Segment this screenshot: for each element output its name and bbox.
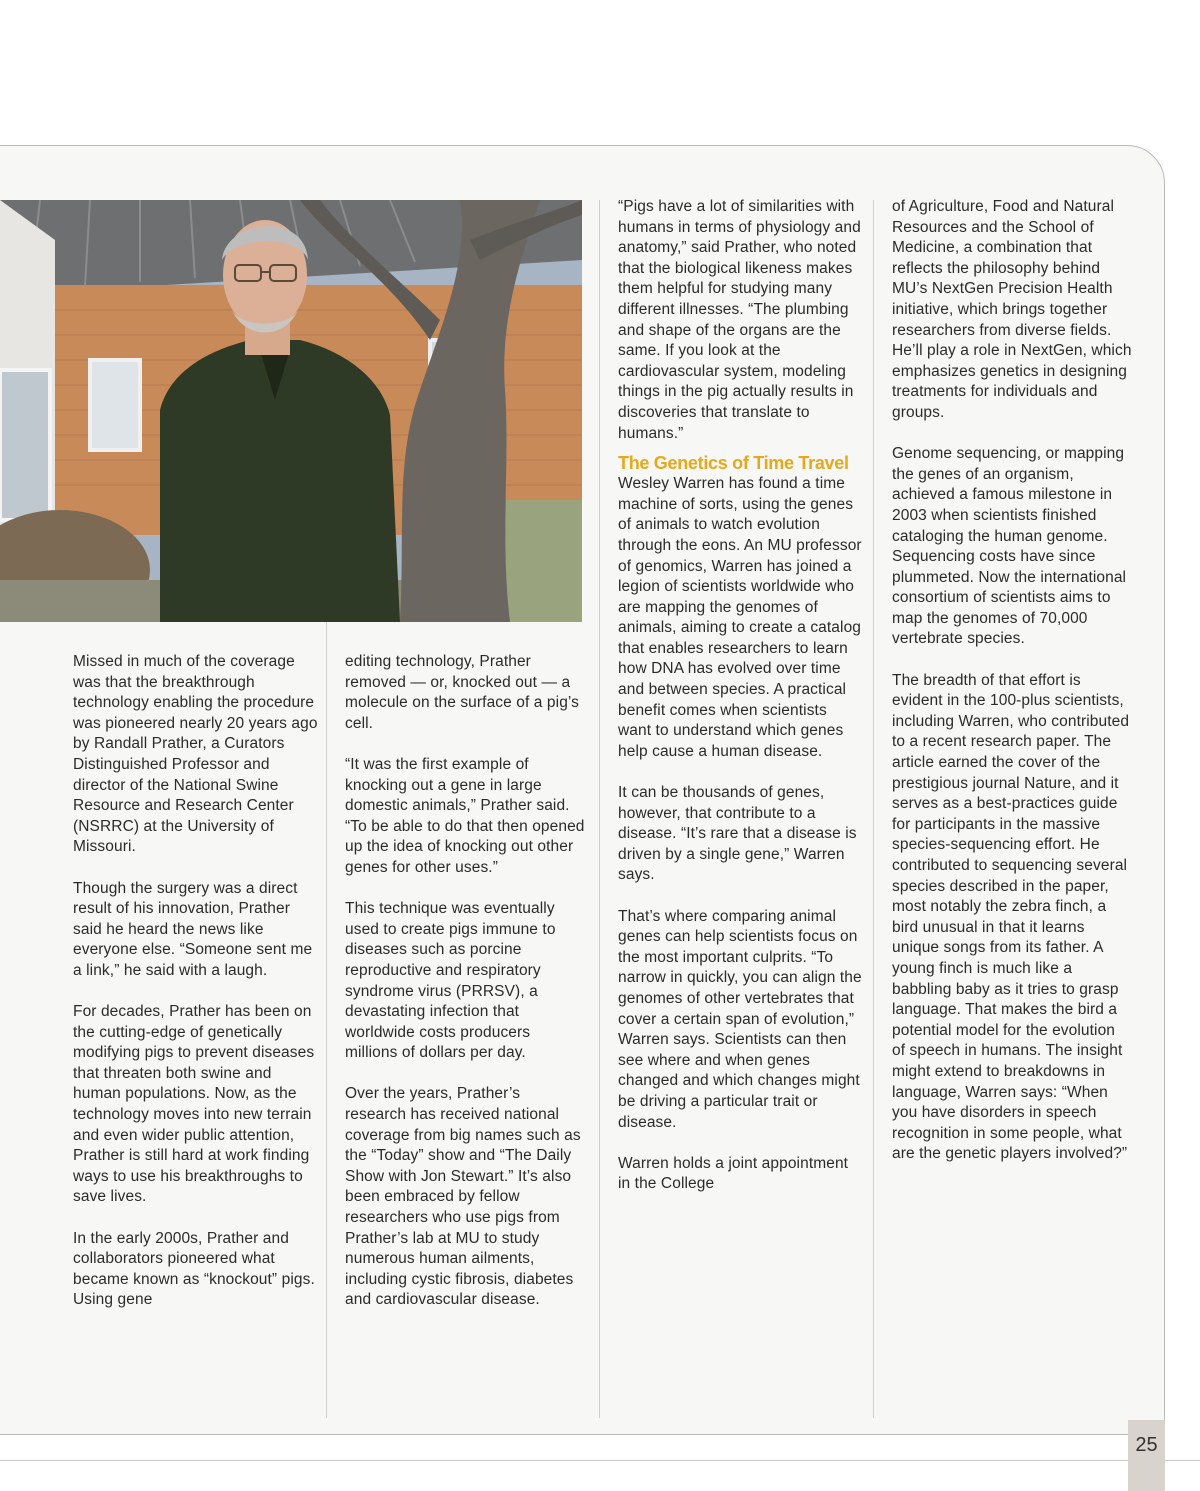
paragraph: In the early 2000s, Prather and collaborators pioneered what became known as “knockout” pigs. Using gene	[73, 1229, 315, 1309]
column-3	[618, 197, 863, 1216]
paragraph: Genome sequencing, or mapping the genes of an organism, achieved a famous milestone in 2003 when scientists finished cataloging the human genome. Sequencing costs have since plummeted. Now the international consortium of scientists aims to map the genomes of 70,000 vertebrate species.	[892, 445, 1127, 648]
paragraph: “It was the first example of knocking out a gene in large domestic animals,” Prather said. “To be able to do that then opened up the idea of knocking out other genes for other uses.”	[345, 755, 585, 876]
paragraph: of Agriculture, Food and Natural Resources and the School of Medicine, a combination that reflects the philosophy behind MU’s NextGen Precision Health initiative, which brings together researchers from diverse fields. He’ll play a role in NextGen, which emphasizes genetics in designing treatments for individuals and groups.	[892, 198, 1132, 421]
paragraph: Missed in much of the coverage was that the breakthrough technology enabling the procedure was pioneered nearly 20 years ago by Randall Prather, a Curators Distinguished Professor and director of the National Swine Resource and Research Center (NSRRC) at the University of Missouri.	[73, 653, 318, 856]
portrait-photo	[0, 200, 582, 622]
paragraph: This technique was eventually used to create pigs immune to diseases such as porcine reproductive and respiratory syndrome virus (PRRSV), a devastating infection that worldwide costs producers millions of dollars per day.	[345, 900, 556, 1062]
column-divider	[873, 200, 874, 1418]
page-number: 25	[1135, 1434, 1158, 1456]
paragraph: That’s where comparing animal genes can help scientists focus on the most important culprits. “To narrow in quickly, you can align the genomes of other vertebrates that cover a certain span of evolution,” Warren says. Scientists can then see where and when genes changed and which changes might be driving a particular trait or disease.	[618, 907, 862, 1131]
column-4	[892, 197, 1132, 1186]
paragraph: Warren holds a joint appointment in the College	[618, 1154, 849, 1193]
paragraph: Though the surgery was a direct result of his innovation, Prather said he heard the news like everyone else. “Someone sent me a link,” he said with a laugh.	[73, 879, 313, 979]
paragraph: editing technology, Prather removed — or, knocked out — a molecule on the surface of a pig’s cell.	[345, 653, 580, 732]
paragraph: “Pigs have a lot of similarities with humans in terms of physiology and anatomy,” said Prather, who noted that the biological likeness makes them helpful for studying many different illnesses. “The plumbing and shape of the organs are the same. If you look at the cardiovascular system, modeling things in the pig actually results in discoveries that translate to humans.”	[618, 198, 861, 442]
paragraph: The breadth of that effort is evident in the 100-plus scientists, including Warren, who contributed to a recent research paper. The article earned the cover of the prestigious journal Nature, and it serves as a best-practices guide for participants in the massive species-sequencing effort. He contributed to sequencing several species described in the paper, most notably the zebra finch, a bird unusual in that it learns unique songs from its father. A young finch is much like a babbling baby as it tries to grasp language. That makes the bird a potential model for the evolution of speech in humans. The insight might extend to breakdowns in language, Warren says: “When you have disorders in speech recognition in some people, what are the genetic players involved?”	[892, 671, 1130, 1163]
paragraph: Wesley Warren has found a time machine of sorts, using the genes of animals to watch evolution through the eons. An MU professor of genomics, Warren has joined a legion of scientists worldwide who are mapping the genomes of animals, aiming to create a catalog that enables researchers to learn how DNA has evolved over time and between species. A practical benefit comes when scientists want to understand which genes help cause a human disease.	[618, 475, 862, 760]
column-divider	[326, 622, 327, 1418]
section-heading: The Genetics of Time Travel	[618, 453, 849, 474]
portrait-illustration	[0, 200, 582, 622]
column-2	[345, 652, 585, 1332]
paragraph: It can be thousands of genes, however, that contribute to a disease. “It’s rare that a disease is driven by a single gene,” Warren says.	[618, 784, 857, 884]
column-divider	[599, 200, 600, 1418]
paragraph: For decades, Prather has been on the cutting-edge of genetically modifying pigs to prevent diseases that threaten both swine and human populations. Now, as the technology moves into new terrain and even wider public attention, Prather is still hard at work finding ways to use his breakthroughs to save lives.	[73, 1003, 315, 1206]
footer-rule	[0, 1460, 1200, 1461]
paragraph: Over the years, Prather’s research has received national coverage from big names such as the “Today” show and “The Daily Show with Jon Stewart.” It’s also been embraced by fellow researchers who use pigs from Prather’s lab at MU to study numerous human ailments, including cystic fibrosis, diabetes and cardiovascular disease.	[345, 1085, 581, 1309]
column-1	[73, 652, 318, 1332]
